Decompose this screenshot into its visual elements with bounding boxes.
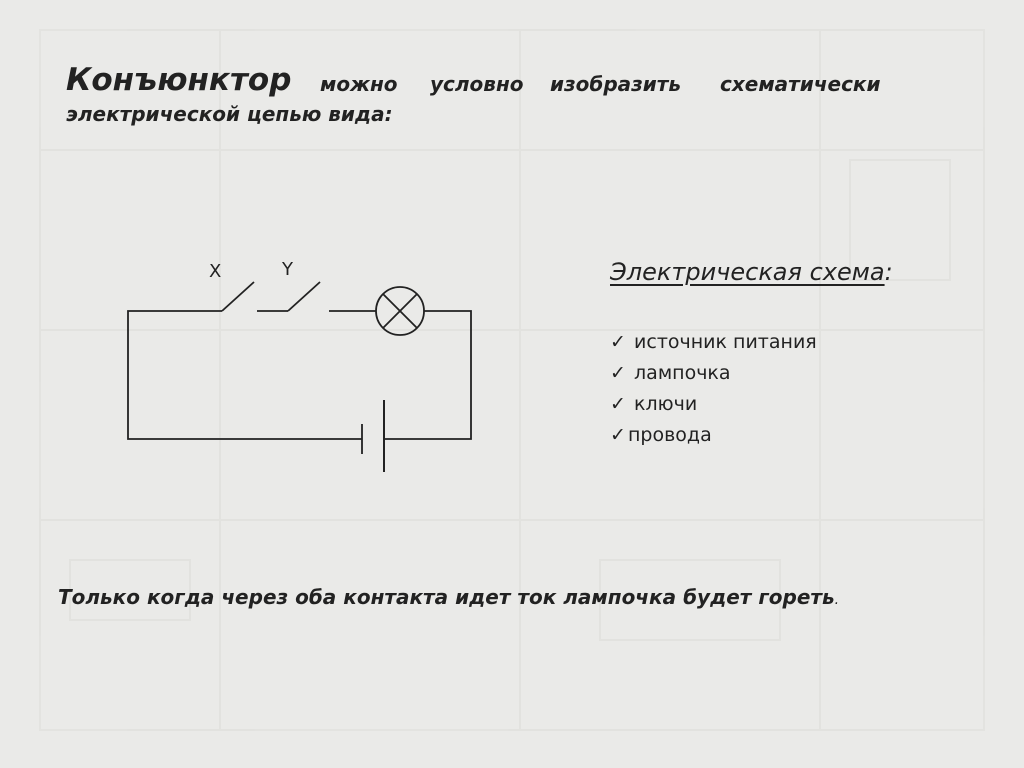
checkmark-icon: ✓ xyxy=(610,331,626,353)
checkmark-icon: ✓ xyxy=(610,362,626,384)
switch-label-y: Y xyxy=(282,259,293,280)
list-item-label: лампочка xyxy=(628,362,731,384)
scheme-title xyxy=(610,258,893,286)
list-item xyxy=(610,389,817,420)
wire-left xyxy=(128,311,362,439)
list-item xyxy=(610,420,817,451)
heading-word-4: схематически xyxy=(720,72,881,96)
heading-word-3: изобразить xyxy=(550,72,682,96)
list-item-label: провода xyxy=(628,424,712,446)
footer-period: . xyxy=(834,592,840,608)
switch-label-x: X xyxy=(209,261,222,282)
scheme-components-list xyxy=(610,327,817,451)
footer-statement xyxy=(58,585,839,609)
list-item xyxy=(610,358,817,389)
checkmark-icon: ✓ xyxy=(610,424,626,446)
list-item-label: источник питания xyxy=(628,331,817,353)
wire-right xyxy=(384,311,471,439)
footer-text: Только когда через оба контакта идет ток лампочка будет гореть xyxy=(58,585,835,609)
checkmark-icon: ✓ xyxy=(610,393,626,415)
list-item-label: ключи xyxy=(628,393,698,415)
scheme-title-colon: : xyxy=(884,258,893,286)
heading-word-2: условно xyxy=(430,72,524,96)
switch-y-blade xyxy=(288,282,320,311)
switch-x-blade xyxy=(222,282,254,311)
list-item xyxy=(610,327,817,358)
heading-word-1: можно xyxy=(320,72,398,96)
scheme-title-text: Электрическая схема xyxy=(610,258,885,286)
heading-term: Конъюнктор xyxy=(66,62,292,98)
heading-second-line: электрической цепью вида: xyxy=(66,102,393,126)
